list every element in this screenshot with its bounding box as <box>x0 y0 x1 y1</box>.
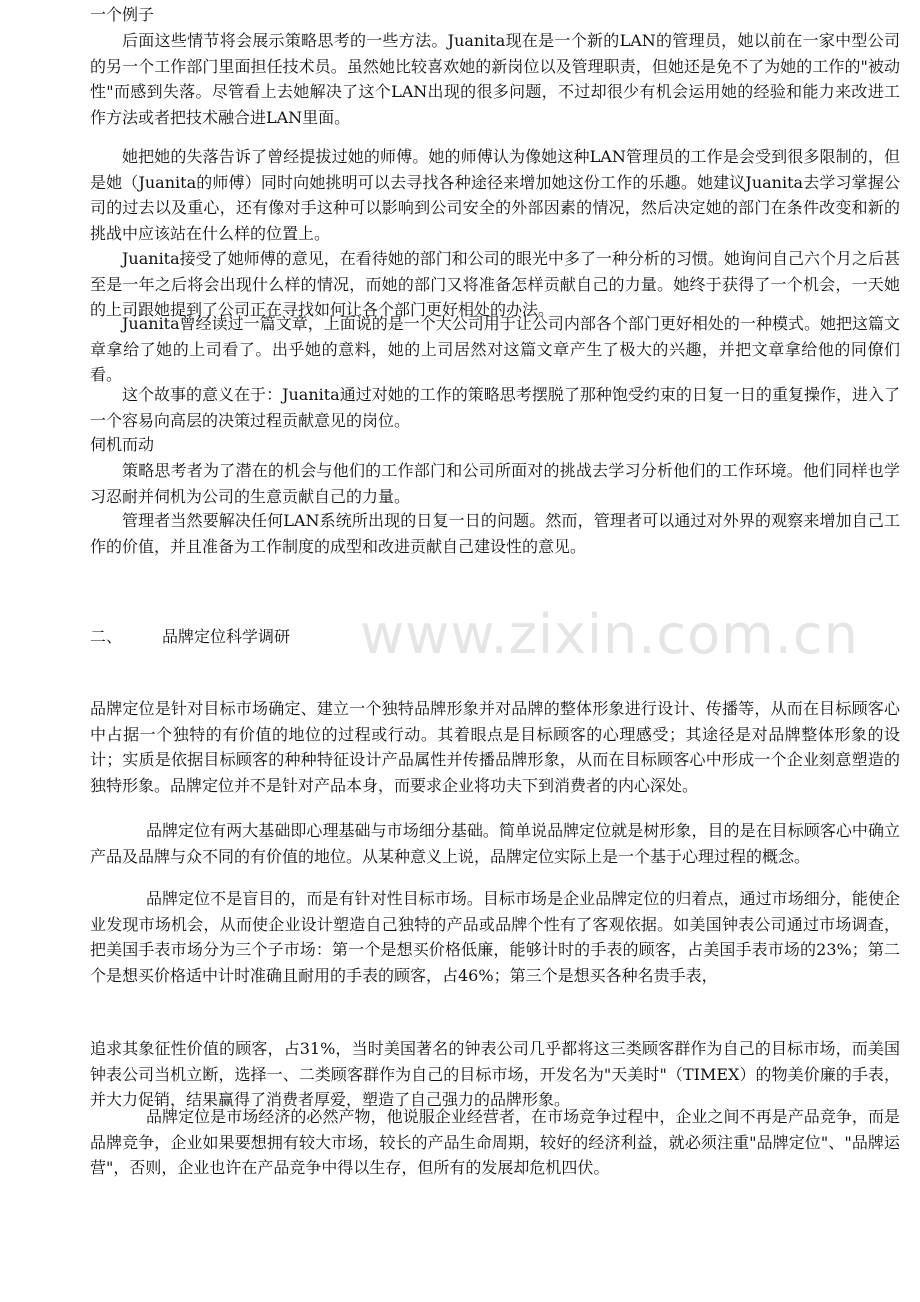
section-title: 品牌定位科学调研 <box>162 627 291 646</box>
paragraph: 品牌定位是市场经济的必然产物，他说服企业经营者，在市场竞争过程中，企业之间不再是产品竞争，而是品牌竞争，企业如果要想拥有较大市场，较长的产品生命周期，较好的经济利益，就必须注重"品牌定位"、"品牌运营"，否则，企业也许在产品竞争中得以生存，但所有的发展却危机四伏。 <box>90 1107 900 1178</box>
paragraph: 后面这些情节将会展示策略思考的一些方法。Juanita现在是一个新的LAN的管理员，她以前在一家中型公司的另一个工作部门里面担任技术员。虽然她比较喜欢她的新岗位以及管理职责，但她还是免不了为她的工作的"被动性"而感到失落。尽管看上去她解决了这个LAN出现的很多问题，不过却很少有机会运用她的经验和能力来改进工作方法或者把技术融合进LAN里面。 <box>90 31 900 127</box>
paragraph: 她把她的失落告诉了曾经提拔过她的师傅。她的师傅认为像她这种LAN管理员的工作是会受到很多限制的，但是她（Juanita的师傅）同时向她挑明可以去寻找各种途径来增加她这份工作的乐趣。她建议Juanita去学习掌握公司的过去以及重心，还有像对手这种可以影响到公司安全的外部因素的情况，然后决定她的部门在条件改变和新的挑战中应该站在什么样的位置上。 <box>90 147 900 243</box>
section-heading <box>90 624 290 649</box>
paragraph: 品牌定位是针对目标市场确定、建立一个独特品牌形象并对品牌的整体形象进行设计、传播等，从而在目标顾客心中占据一个独特的有价值的地位的过程或行动。其着眼点是目标顾客的心理感受；其途径是对品牌整体形象的设计；实质是依据目标顾客的种种特征设计产品属性并传播品牌形象，从而在目标顾客心中形成一个企业刻意塑造的独特形象。品牌定位并不是针对产品本身，而要求企业将功夫下到消费者的内心深处。 <box>90 699 900 795</box>
paragraph: 管理者当然要解决任何LAN系统所出现的日复一日的问题。然而，管理者可以通过对外界的观察来增加自己工作的价值，并且准备为工作制度的成型和改进贡献自己建设性的意见。 <box>90 511 900 556</box>
paragraph: 品牌定位有两大基础即心理基础与市场细分基础。简单说品牌定位就是树形象，目的是在目标顾客心中确立产品及品牌与众不同的有价值的地位。从某种意义上说，品牌定位实际上是一个基于心理过程的概念。 <box>90 821 900 866</box>
watermark: www.zixin.com.cn <box>360 603 859 666</box>
paragraph: 策略思考者为了潜在的机会与他们的工作部门和公司所面对的挑战去学习分析他们的工作环境。他们同样也学习忍耐并伺机为公司的生意贡献自己的力量。 <box>90 461 900 506</box>
heading-wait-for-opportunity: 伺机而动 <box>90 435 155 454</box>
heading-example: 一个例子 <box>90 5 155 24</box>
paragraph: 追求其象征性价值的顾客，占31%，当时美国著名的钟表公司几乎都将这三类顾客群作为自己的目标市场，而美国钟表公司当机立断，选择一、二类顾客群作为自己的目标市场，开发名为"天美时"（TIMEX）的物美价廉的手表，并大力促销，结果赢得了消费者厚爱，塑造了自己强力的品牌形象。 <box>90 1039 900 1110</box>
paragraph: Juanita接受了她师傅的意见，在看待她的部门和公司的眼光中多了一种分析的习惯。她询问自己六个月之后甚至是一年之后将会出现什么样的情况，而她的部门又将准备怎样贡献自己的力量。她终于获得了一个机会，一天她的上司跟她提到了公司正在寻找如何让各个部门更好相处的办法。 <box>90 249 900 320</box>
paragraph: 这个故事的意义在于：Juanita通过对她的工作的策略思考摆脱了那种饱受约束的日复一日的重复操作，进入了一个容易向高层的决策过程贡献意见的岗位。 <box>90 385 900 430</box>
paragraph: Juanita曾经读过一篇文章，上面说的是一个大公司用于让公司内部各个部门更好相处的一种模式。她把这篇文章拿给了她的上司看了。出乎她的意料，她的上司居然对这篇文章产生了极大的兴趣，并把文章拿给他的同僚们看。 <box>90 314 900 385</box>
section-number: 二、 <box>90 627 123 646</box>
paragraph: 品牌定位不是盲目的，而是有针对性目标市场。目标市场是企业品牌定位的归着点，通过市场细分，能使企业发现市场机会，从而使企业设计塑造自己独特的产品或品牌个性有了客观依据。如美国钟表公司通过市场调查，把美国手表市场分为三个子市场：第一个是想买价格低廉，能够计时的手表的顾客，占美国手表市场的23%；第二个是想买价格适中计时准确且耐用的手表的顾客，占46%；第三个是想买各种名贵手表， <box>90 889 900 985</box>
